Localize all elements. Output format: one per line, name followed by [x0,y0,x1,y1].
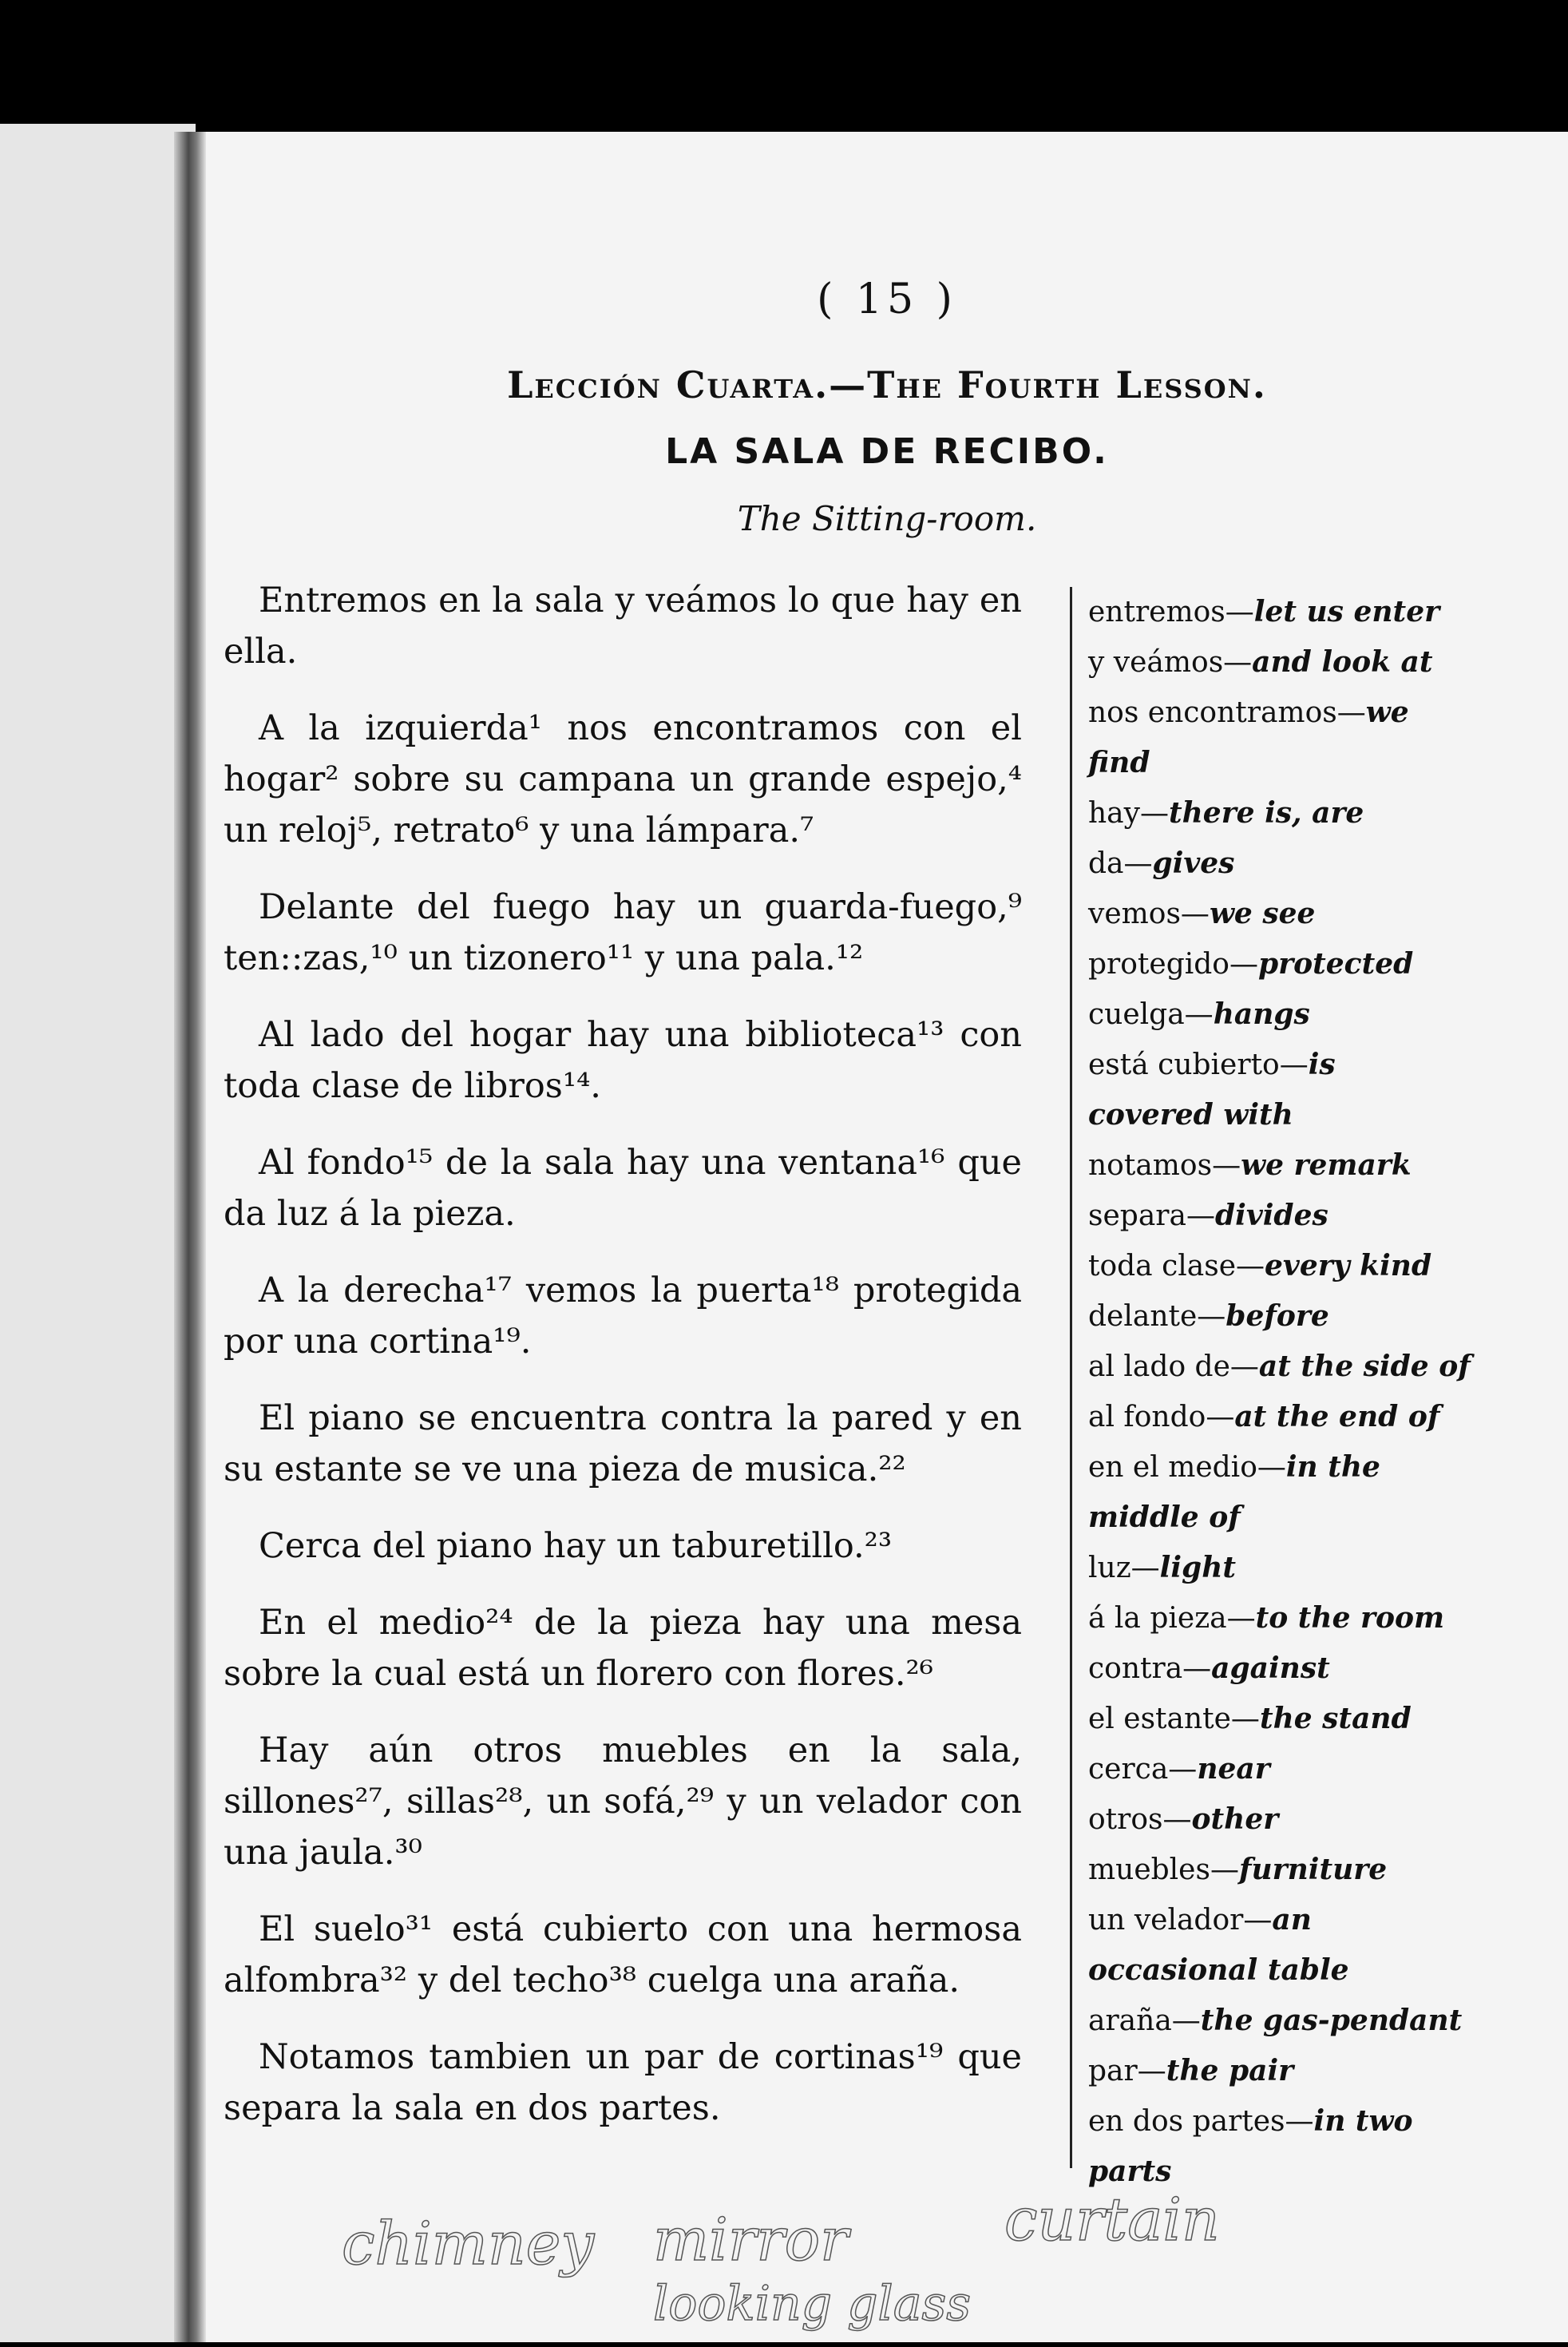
paragraph: A la izquierda¹ nos encontramos con el hogar² sobre su campana un grande espejo,⁴ un reloj⁵, retrato⁶ y una lámpara.⁷ [224,708,1022,850]
vocab-english: the pair [1166,2054,1294,2087]
vocab-english: hangs [1213,997,1310,1031]
vocab-item [1088,1291,1455,1342]
vocab-spanish: delante— [1088,1300,1226,1333]
vocab-english: and look at [1252,645,1433,679]
vocab-spanish: á la pieza— [1088,1602,1256,1635]
vocab-spanish: notamos— [1088,1149,1241,1182]
paragraph: Al lado del hogar hay una biblioteca¹³ con toda clase de libros¹⁴. [224,1015,1022,1106]
handwritten-notes [206,2176,1568,2344]
vocab-english: the gas-pendant [1200,2004,1463,2037]
paragraph: A la derecha¹⁷ vemos la puerta¹⁸ protegida por una cortina¹⁹. [224,1271,1022,1362]
vocab-item [1088,1694,1455,1744]
vocab-spanish: al fondo— [1088,1401,1235,1433]
vocab-spanish: en dos partes— [1088,2105,1314,2138]
paragraph: Notamos tambien un par de cortinas¹⁹ que separa la sala en dos partes. [224,2037,1022,2128]
vocab-item [1088,939,1455,989]
column-divider [1070,587,1072,2168]
vocabulary-list [1088,587,1471,2197]
vocab-english: against [1211,1651,1330,1685]
vocab-spanish: otros— [1088,1803,1192,1836]
vocab-spanish: contra— [1088,1652,1212,1685]
vocab-item [1088,2046,1455,2096]
vocab-item [1088,989,1455,1040]
vocab-english: before [1225,1299,1329,1333]
vocab-spanish: y veámos— [1088,646,1253,679]
vocab-item [1088,1241,1455,1291]
vocab-spanish: da— [1088,847,1153,880]
vocab-spanish: par— [1088,2055,1166,2087]
vocab-item [1088,1895,1455,1996]
paragraph: En el medio²⁴ de la pieza hay una mesa sobre la cual está un florero con flores.²⁶ [224,1603,1022,1694]
vocab-english: at the side of [1258,1350,1471,1383]
page-number: ( 15 ) [817,276,957,323]
vocab-spanish: está cubierto— [1088,1049,1309,1081]
paragraph: Entremos en la sala y veámos lo que hay en ella. [224,581,1022,672]
vocab-item [1088,788,1455,838]
vocab-spanish: separa— [1088,1199,1215,1232]
vocab-spanish: muebles— [1088,1853,1239,1886]
vocab-item [1088,1543,1455,1593]
paragraph: El suelo³¹ está cubierto con una hermosa alfombra³² y del techo³⁸ cuelga una araña. [224,1909,1022,2000]
vocab-english: we find [1088,696,1409,779]
vocab-spanish: un velador— [1088,1904,1273,1937]
vocab-english: light [1159,1551,1236,1584]
vocab-spanish: nos encontramos— [1088,696,1366,729]
vocab-item [1088,889,1455,939]
vocab-english: we see [1209,897,1316,930]
vocab-english: there is, are [1169,796,1364,830]
vocab-english: in two parts [1088,2104,1413,2188]
vocab-english: at the end of [1234,1400,1440,1433]
book-spine-shadow [174,132,206,2342]
vocab-spanish: el estante— [1088,1703,1260,1735]
paragraph: Cerca del piano hay un taburetillo.²³ [259,1526,893,1566]
handwritten-word: mirror [653,2206,849,2274]
vocab-spanish: al lado de— [1088,1350,1259,1383]
vocab-english: other [1191,1802,1279,1836]
vocab-english: near [1197,1752,1270,1786]
vocab-spanish: protegido— [1088,948,1258,981]
vocab-item [1088,1040,1455,1140]
paragraph: Delante del fuego hay un guarda-fuego,⁹ ten::zas,¹⁰ un tizonero¹¹ y una pala.¹² [224,887,1022,978]
paragraph: Al fondo¹⁵ de la sala hay una ventana¹⁶ que da luz á la pieza. [224,1143,1022,1234]
vocab-item [1088,838,1455,889]
section-subtitle: The Sitting-room. [737,499,1037,538]
vocab-item [1088,1643,1455,1694]
vocab-item [1088,1342,1471,1392]
vocab-spanish: en el medio— [1088,1451,1286,1484]
vocab-spanish: araña— [1088,2004,1201,2037]
paragraph: Hay aún otros muebles en la sala, sillones²⁷, sillas²⁸, un sofá,²⁹ y un velador con una jaula.³⁰ [224,1731,1022,1873]
handwriting-svg [206,2176,1568,2344]
vocab-item [1088,1392,1455,1442]
vocab-english: an occasional table [1088,1903,1349,1987]
vocab-english: to the room [1255,1601,1445,1635]
vocab-item [1088,1845,1455,1895]
handwritten-word: curtain [1004,2186,1220,2254]
section-title: LA SALA DE RECIBO. [665,431,1109,472]
vocab-english: is covered with [1088,1048,1336,1132]
vocab-item [1088,1442,1455,1543]
facing-page-edge [0,124,196,2342]
book-page [206,132,1568,2342]
vocab-item [1088,1996,1463,2046]
vocab-item [1088,1794,1455,1845]
vocab-spanish: toda clase— [1088,1250,1265,1283]
lesson-title: Lección Cuarta.—The Fourth Lesson. [507,363,1267,406]
vocab-english: the stand [1259,1702,1412,1735]
vocab-item [1088,1744,1455,1794]
vocab-item [1088,637,1455,688]
vocab-english: divides [1214,1199,1328,1232]
vocab-spanish: hay— [1088,797,1169,830]
vocab-english: protected [1257,947,1414,981]
handwritten-word: chimney [342,2210,595,2278]
vocab-spanish: luz— [1088,1552,1160,1584]
vocab-english: furniture [1238,1853,1388,1886]
vocab-spanish: cerca— [1088,1753,1198,1786]
vocab-item [1088,1191,1455,1241]
vocab-english: in the middle of [1088,1450,1380,1534]
vocab-english: we remark [1241,1148,1412,1182]
vocab-item [1088,587,1455,637]
vocab-spanish: vemos— [1088,898,1210,930]
lesson-text [224,575,1022,2159]
handwritten-word: looking glass [653,2276,972,2332]
vocab-english: every kind [1265,1249,1432,1283]
vocab-item [1088,1593,1455,1643]
vocab-english: gives [1152,846,1235,880]
vocab-item [1088,1140,1455,1191]
vocab-item [1088,688,1455,788]
vocab-spanish: cuelga— [1088,998,1214,1031]
vocab-english: let us enter [1253,595,1440,628]
vocab-spanish: entremos— [1088,596,1254,628]
paragraph: El piano se encuentra contra la pared y en su estante se ve una pieza de musica.²² [224,1398,1022,1489]
